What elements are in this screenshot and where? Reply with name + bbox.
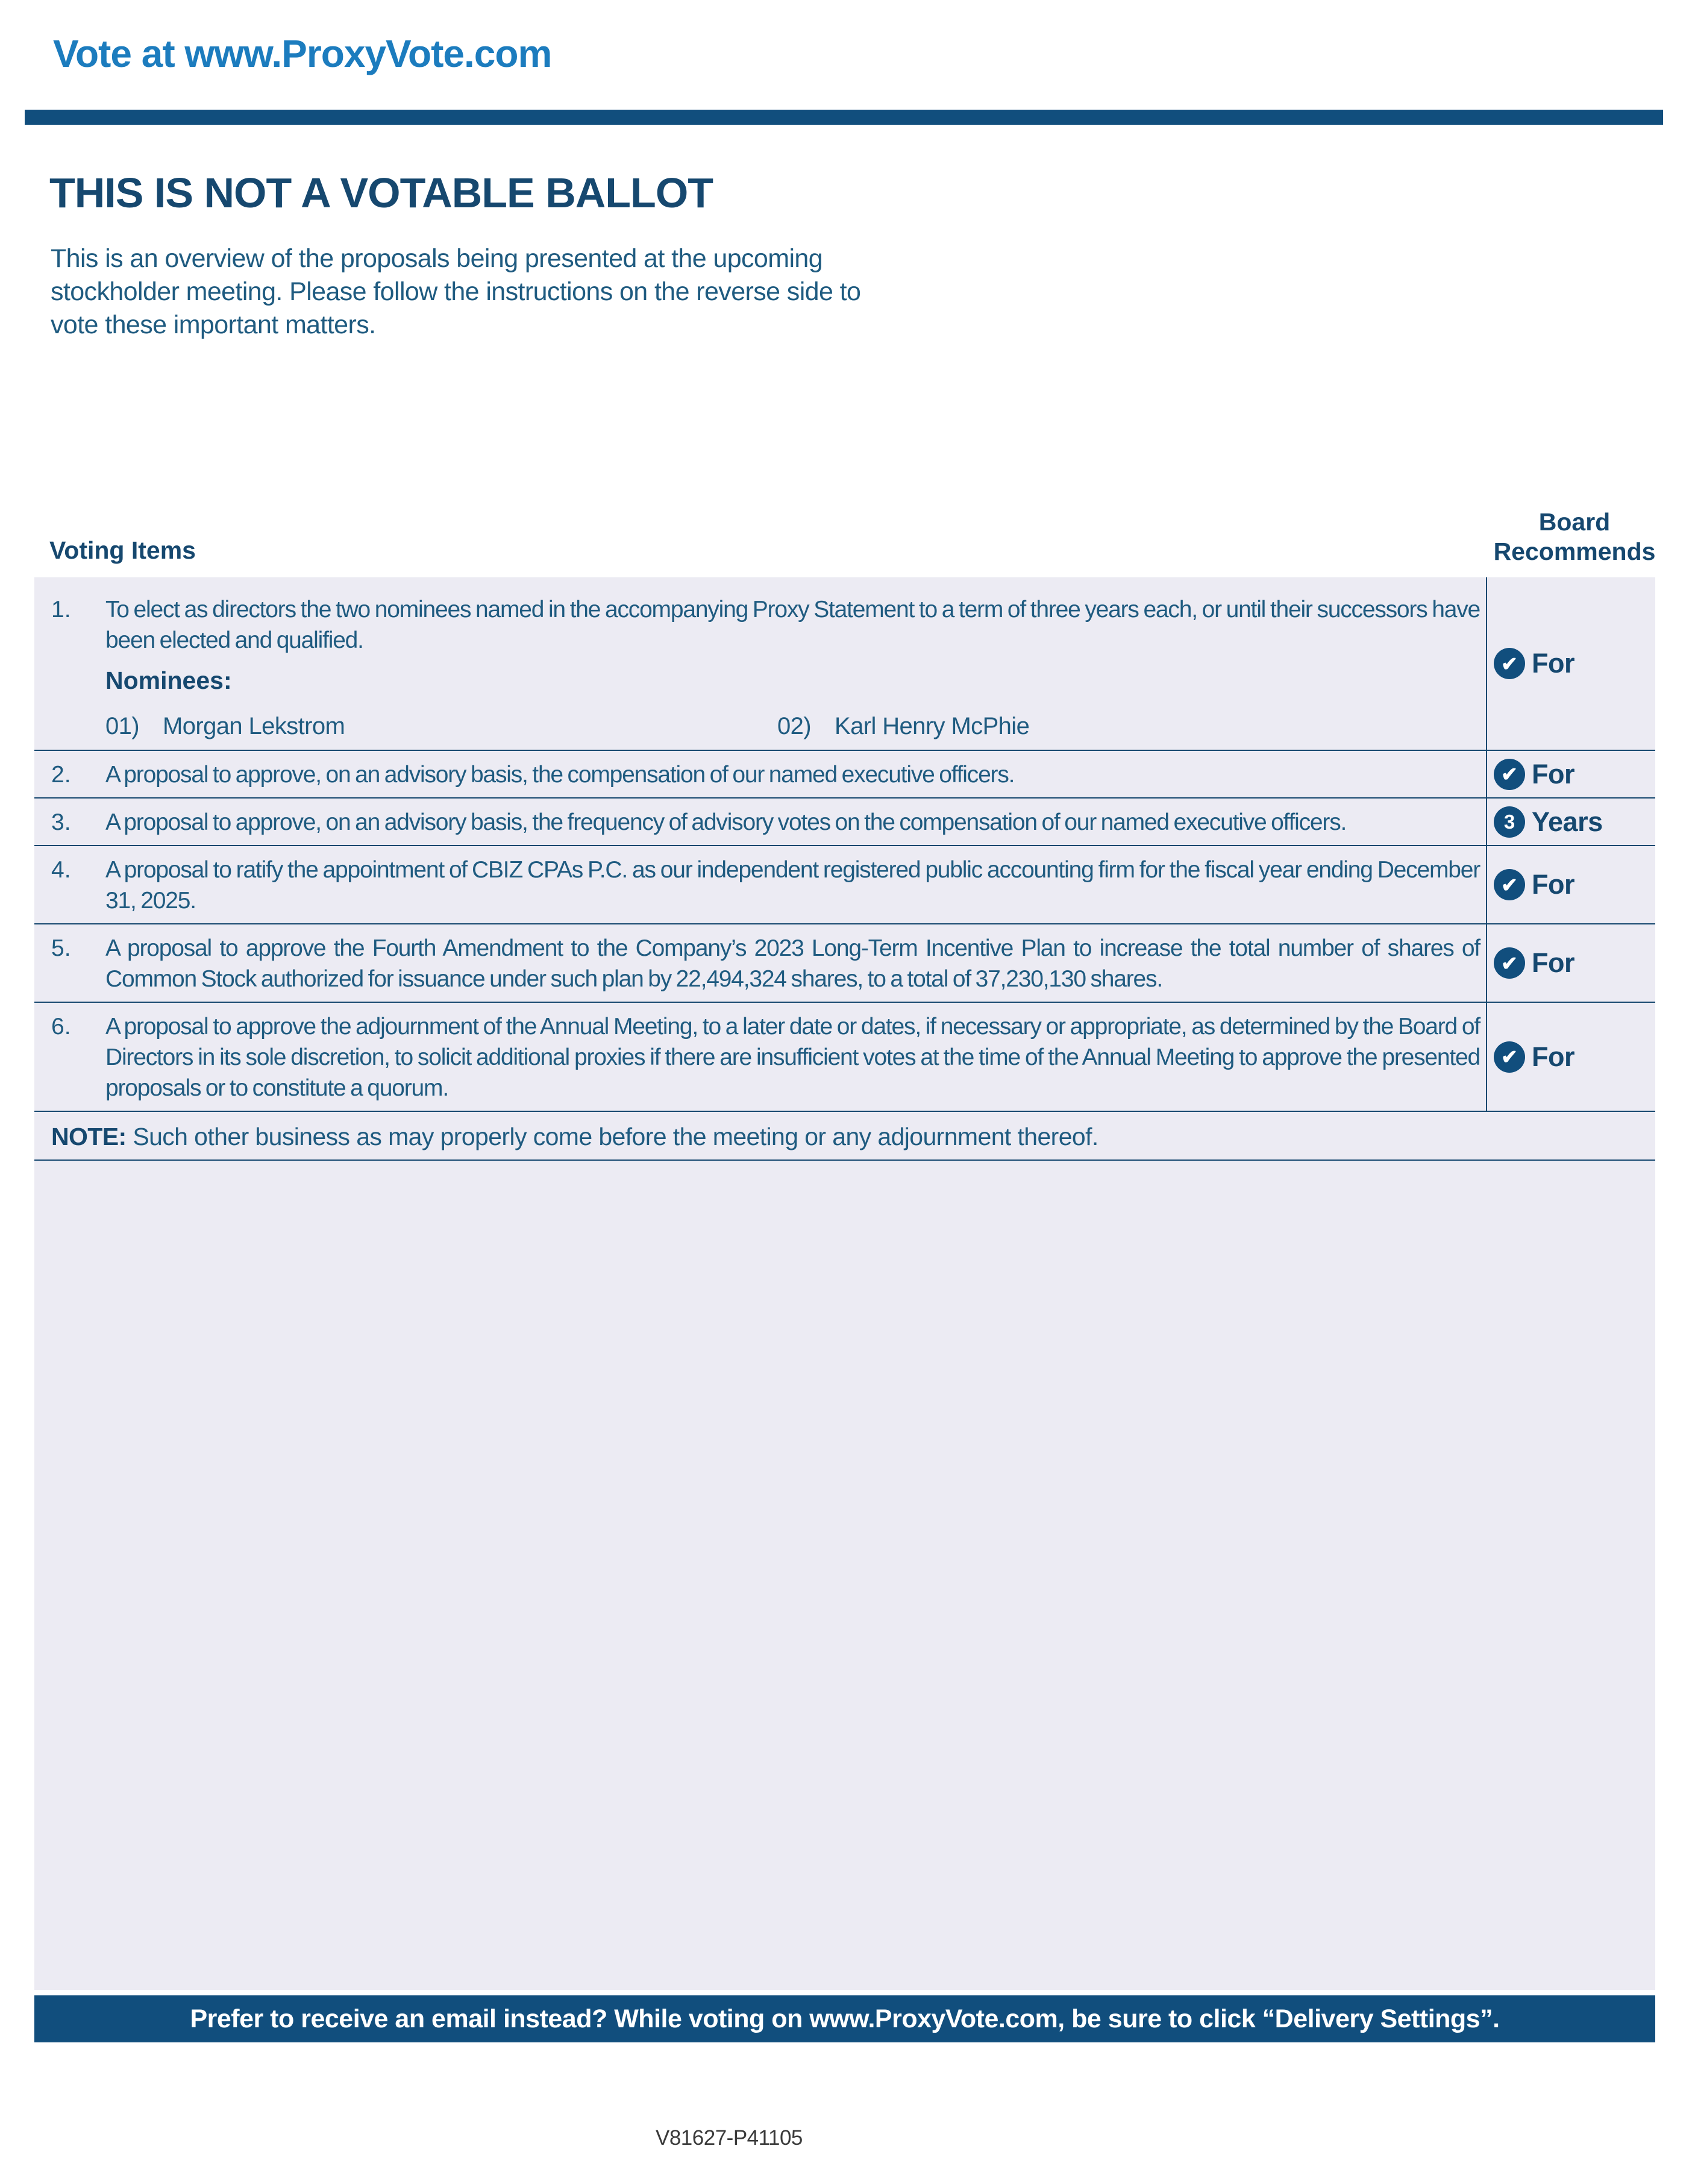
item-number: 3. [51, 809, 71, 835]
item-text: A proposal to approve, on an advisory basis, the frequency of advisory votes on the compensation of our named executive officers. [105, 809, 1347, 835]
recommendation-label: Years [1532, 806, 1603, 837]
board-recommendation [1486, 1003, 1655, 1111]
voting-item-row-3 [34, 799, 1655, 846]
recommendation-label: For [1532, 648, 1574, 679]
voting-item-row-6 [34, 1003, 1655, 1112]
board-recommendation [1486, 924, 1655, 1002]
voting-items-table [34, 577, 1655, 1990]
voting-items-header: Voting Items [49, 536, 196, 564]
board-recommendation [1486, 799, 1655, 845]
check-icon: ✔ [1494, 1041, 1525, 1073]
nominee-1 [105, 713, 777, 740]
recommendation-label: For [1532, 869, 1574, 900]
recommendation-label: For [1532, 947, 1574, 978]
email-preference-banner [34, 1995, 1655, 2042]
nominee-1-number: 01) [105, 713, 140, 739]
board-recommends-header [1493, 507, 1656, 566]
check-icon: ✔ [1494, 947, 1525, 979]
item-number: 2. [51, 762, 71, 788]
page-title: Vote at www.ProxyVote.com [53, 32, 552, 75]
document-code: V81627-P41105 [656, 2126, 803, 2150]
notice-body: This is an overview of the proposals being presented at the upcoming stockholder meeting. Please follow the instructions on the reverse side to vote these important matters. [51, 244, 861, 339]
recommendation-label: For [1532, 1041, 1574, 1072]
item-number: 6. [51, 1014, 71, 1040]
recommendation-label: For [1532, 758, 1574, 789]
board-recommends-line1: Board [1538, 508, 1611, 536]
nominee-2-number: 02) [777, 713, 812, 739]
nominee-2 [777, 713, 1029, 740]
item-text: A proposal to approve the Fourth Amendment to the Company’s 2023 Long-Term Incentive Plan to increase the total number of shares of Common Stock authorized for issuance under such plan by 22,494,324 shares, to a total of 37,230,130 shares. [105, 935, 1480, 992]
item-number: 4. [51, 857, 71, 883]
board-recommendation [1486, 577, 1655, 750]
item-text: A proposal to approve, on an advisory basis, the compensation of our named executive officers. [105, 762, 1015, 788]
email-preference-text: Prefer to receive an email instead? While voting on www.ProxyVote.com, be sure to click “Delivery Settings”. [190, 2004, 1500, 2033]
item-number: 1. [51, 597, 71, 623]
board-recommendation [1486, 846, 1655, 923]
item-text: To elect as directors the two nominees named in the accompanying Proxy Statement to a term of three years each, or until their successors have been elected and qualified. [105, 597, 1480, 653]
item-number: 5. [51, 935, 71, 961]
nominees-label: Nominees: [105, 667, 232, 694]
check-icon: ✔ [1494, 869, 1525, 900]
header-divider [25, 110, 1663, 125]
item-text: A proposal to ratify the appointment of CBIZ CPAs P.C. as our independent registered public accounting firm for the fiscal year ending December 31, 2025. [105, 857, 1480, 914]
voting-item-row-4 [34, 846, 1655, 924]
check-icon: ✔ [1494, 759, 1525, 790]
voting-item-row-2 [34, 751, 1655, 799]
voting-item-row-1 [34, 577, 1655, 751]
notice-heading: THIS IS NOT A VOTABLE BALLOT [49, 169, 713, 216]
note-text: Such other business as may properly come before the meeting or any adjournment thereof. [126, 1123, 1098, 1150]
note-label: NOTE: [51, 1123, 127, 1150]
board-recommendation [1486, 751, 1655, 797]
board-recommends-line2: Recommends [1493, 538, 1656, 565]
check-icon: ✔ [1494, 648, 1525, 679]
nominee-2-name: Karl Henry McPhie [835, 713, 1030, 739]
nominees-list [105, 713, 1480, 740]
voting-item-row-5 [34, 924, 1655, 1003]
three-years-badge: 3 [1494, 806, 1525, 838]
item-text: A proposal to approve the adjournment of the Annual Meeting, to a later date or dates, if necessary or appropriate, as determined by the Board of Directors in its sole discretion, to solicit additional proxies if there are insufficient votes at the time of the Annual Meeting to approve the presented proposals or to constitute a quorum. [105, 1014, 1480, 1101]
nominee-1-name: Morgan Lekstrom [163, 713, 345, 739]
note-row [34, 1112, 1655, 1161]
